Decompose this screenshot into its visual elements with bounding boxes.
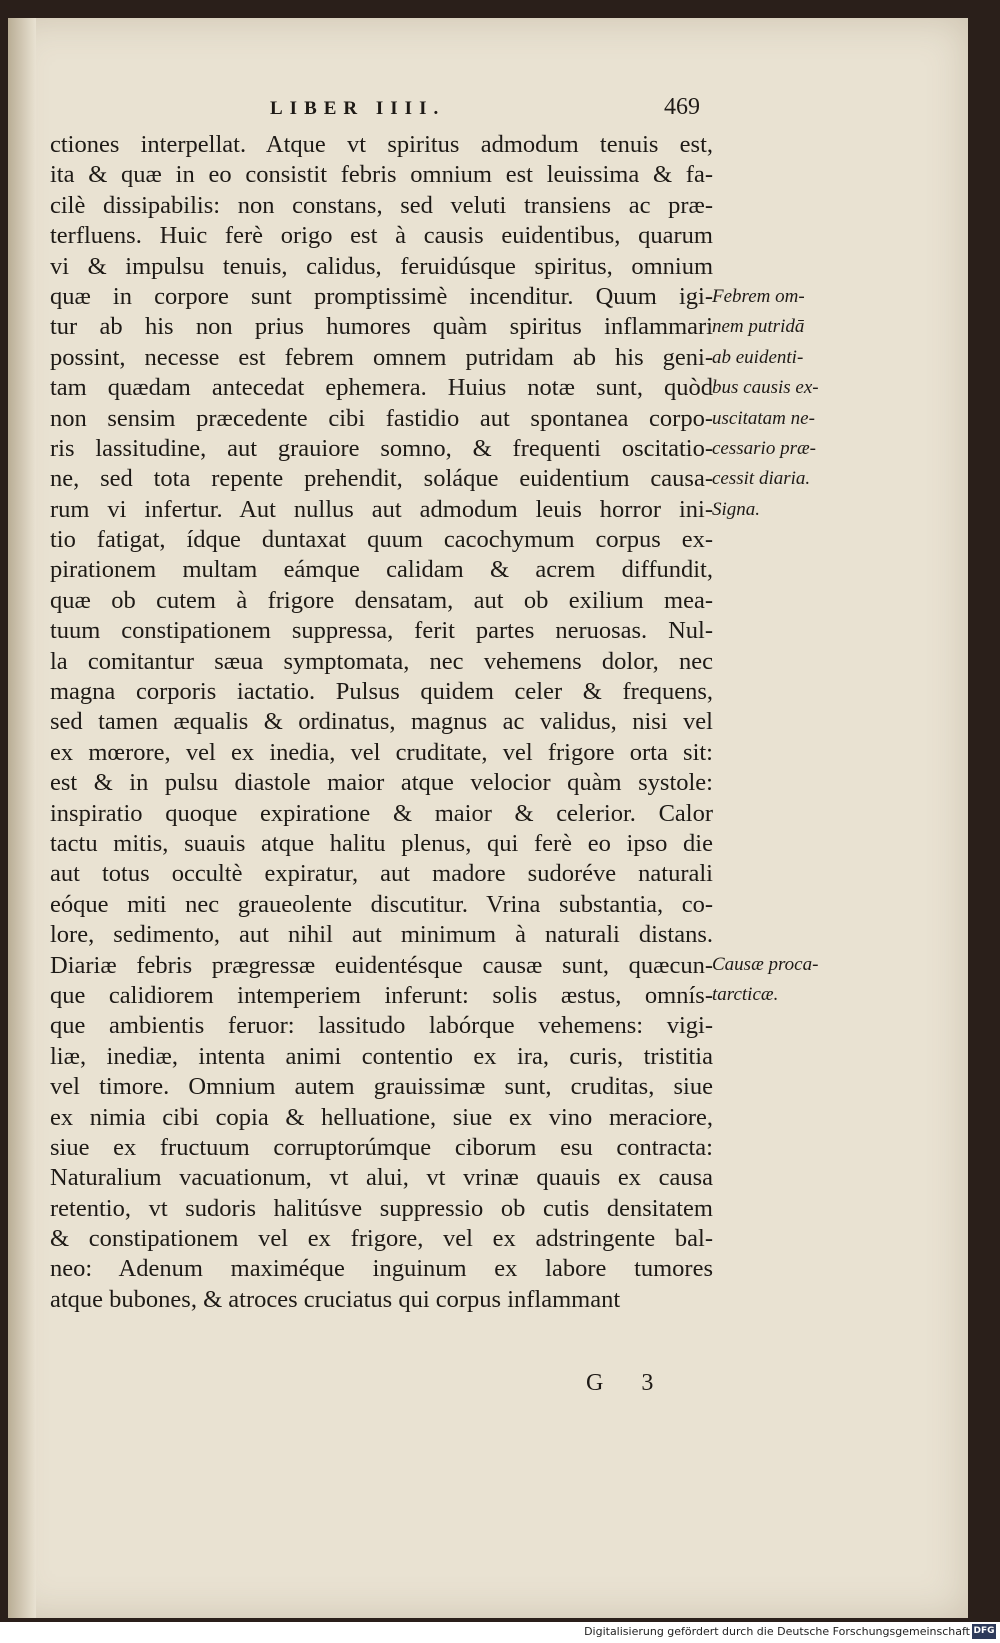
- text-line: neo: Adenum maximéque inguinum ex labore tumores: [50, 1255, 713, 1283]
- margin-note-febrem: [712, 282, 862, 495]
- text-line: liæ, inediæ, intenta animi contentio ex ira, curis, tristitia: [50, 1042, 713, 1070]
- text-line: ita & quæ in eo consistit febris omnium est leuissima & fa-: [50, 161, 713, 189]
- margin-note-line: tarcticæ.: [712, 984, 779, 1006]
- footer-credit: Digitalisierung gefördert durch die Deutsche Forschungsgemeinschaft: [584, 1625, 970, 1638]
- margin-note-line: bus causis ex-: [712, 377, 819, 399]
- dfg-logo: DFG: [972, 1624, 996, 1639]
- text-line: terfluens. Huic ferè origo est à causis euidentibus, quarum: [50, 222, 713, 250]
- text-line: Diariæ febris prægressæ euidentésque causæ sunt, quæcun-: [50, 951, 713, 979]
- text-line: pirationem multam eámque calidam & acrem diffundit,: [50, 556, 713, 584]
- text-line: que calidiorem intemperiem inferunt: solis æstus, omnís-: [50, 981, 713, 1009]
- text-line: quæ in corpore sunt promptissimè incenditur. Quum igi-: [50, 282, 713, 310]
- text-line: vi & impulsu tenuis, calidus, feruidúsque spiritus, omnium: [50, 252, 713, 280]
- text-line: atque bubones, & atroces cruciatus qui corpus inflammant: [50, 1285, 621, 1313]
- page-header: [270, 94, 700, 128]
- signature-mark: G 3: [586, 1370, 670, 1396]
- margin-note-line: ab euidenti-: [712, 346, 804, 368]
- text-line: quæ ob cutem à frigore densatam, aut ob exilium mea-: [50, 586, 713, 614]
- margin-note-line: Febrem om-: [712, 286, 805, 307]
- text-line: lore, sedimento, aut nihil aut minimum à naturali distans.: [50, 921, 713, 949]
- text-line: est & in pulsu diastole maior atque velocior quàm systole:: [50, 769, 713, 797]
- text-line: & constipationem vel ex frigore, vel ex adstringente bal-: [50, 1225, 713, 1253]
- text-line: retentio, vt sudoris halitúsve suppressio ob cutis densitatem: [50, 1194, 713, 1222]
- text-line: rum vi infertur. Aut nullus aut admodum leuis horror ini-: [50, 495, 713, 523]
- text-line: aut totus occultè expiratur, aut madore sudoréve naturali: [50, 860, 713, 888]
- margin-note-line: cessario præ-: [712, 438, 816, 460]
- footer-bar: [0, 1622, 1000, 1643]
- margin-note-line: Causæ proca-: [712, 954, 819, 975]
- text-line: ne, sed tota repente prehendit, soláque euidentium causa-: [50, 465, 713, 493]
- text-line: la comitantur sæua symptomata, nec vehemens dolor, nec: [50, 647, 713, 675]
- margin-note-line: cessit diaria.: [712, 468, 811, 490]
- text-line: ex mœrore, vel ex inedia, vel cruditate, vel frigore orta sit:: [50, 738, 713, 766]
- text-line: tio fatigat, ídque duntaxat quum cacochymum corpus ex-: [50, 526, 713, 554]
- text-line: tuum constipationem suppressa, ferit partes neruosas. Nul-: [50, 617, 713, 645]
- margin-note-line: Signa.: [712, 499, 761, 520]
- margin-note-signa: [712, 495, 862, 525]
- text-line: ris lassitudine, aut grauiore somno, & frequenti oscitatio-: [50, 434, 713, 462]
- text-line: possint, necesse est febrem omnem putridam ab his geni-: [50, 343, 713, 371]
- text-line: tam quædam antecedat ephemera. Huius notæ sunt, quòd: [50, 374, 713, 402]
- text-line: magna corporis iactatio. Pulsus quidem celer & frequens,: [50, 678, 713, 706]
- body-text: [50, 130, 713, 1315]
- text-line: inspiratio quoque expiratione & maior & celerior. Calor: [50, 799, 713, 827]
- text-line: tur ab his non prius humores quàm spiritus inflammari: [50, 313, 713, 341]
- text-line: cilè dissipabilis: non constans, sed veluti transiens ac præ-: [50, 191, 713, 219]
- running-title: LIBER IIII.: [270, 98, 446, 119]
- text-line: ctiones interpellat. Atque vt spiritus admodum tenuis est,: [50, 131, 713, 158]
- margin-note-line: uscitatam ne-: [712, 407, 815, 429]
- text-line: vel timore. Omnium autem grauissimæ sunt, cruditas, siue: [50, 1073, 713, 1101]
- text-line: tactu mitis, suauis atque halitu plenus, qui ferè eo ipso die: [50, 829, 713, 857]
- text-line: siue ex fructuum corruptorúmque ciborum esu contracta:: [50, 1133, 713, 1161]
- text-line: ex nimia cibi copia & helluatione, siue ex vino meraciore,: [50, 1103, 713, 1131]
- page-gutter: [8, 18, 36, 1618]
- margin-note-line: nem putridā: [712, 316, 805, 338]
- text-line: que ambientis feruor: lassitudo labórque vehemens: vigi-: [50, 1012, 713, 1040]
- text-line: Naturalium vacuationum, vt alui, vt vrinæ quauis ex causa: [50, 1164, 713, 1192]
- text-line: sed tamen æqualis & ordinatus, magnus ac validus, nisi vel: [50, 708, 713, 736]
- text-line: non sensim præcedente cibi fastidio aut spontanea corpo-: [50, 404, 713, 432]
- page-number: 469: [664, 94, 700, 120]
- text-line: eóque miti nec graueolente discutitur. Vrina substantia, co-: [50, 890, 713, 918]
- margin-note-causae: [712, 950, 862, 1011]
